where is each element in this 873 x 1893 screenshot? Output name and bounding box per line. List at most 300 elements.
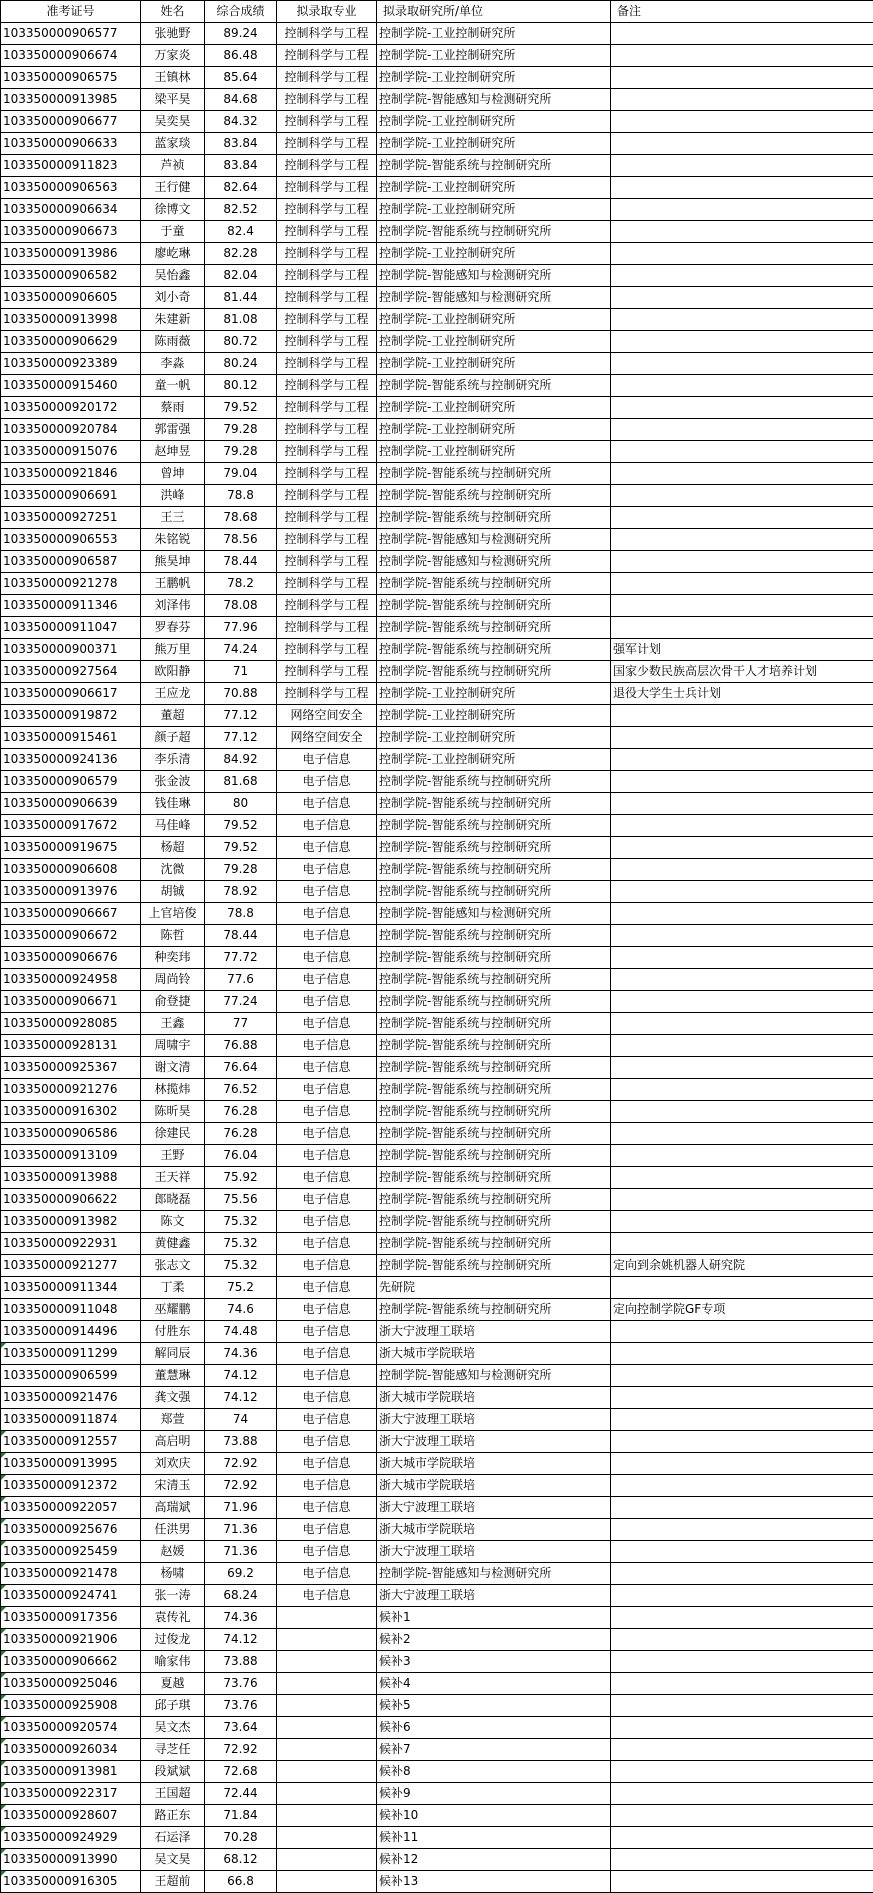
cell-score[interactable]: 78.08	[205, 595, 277, 617]
cell-score[interactable]: 73.76	[205, 1695, 277, 1717]
cell-score[interactable]: 76.04	[205, 1145, 277, 1167]
cell-score[interactable]: 71.36	[205, 1519, 277, 1541]
cell-exam-id[interactable]: 103350000906553	[1, 529, 141, 551]
cell-exam-id[interactable]: 103350000906622	[1, 1189, 141, 1211]
cell-note[interactable]	[611, 1519, 873, 1541]
header-institute[interactable]: 拟录取研究所/单位	[377, 1, 611, 23]
cell-exam-id[interactable]: 103350000923389	[1, 353, 141, 375]
cell-note[interactable]	[611, 243, 873, 265]
cell-major[interactable]: 控制科学与工程	[277, 573, 377, 595]
cell-institute[interactable]: 控制学院-智能感知与检测研究所	[377, 287, 611, 309]
cell-exam-id[interactable]: 103350000906582	[1, 265, 141, 287]
cell-name[interactable]: 种奕玮	[141, 947, 205, 969]
cell-major[interactable]: 电子信息	[277, 1343, 377, 1365]
cell-name[interactable]: 蔡雨	[141, 397, 205, 419]
header-score[interactable]: 综合成绩	[205, 1, 277, 23]
cell-institute[interactable]: 控制学院-智能系统与控制研究所	[377, 1101, 611, 1123]
cell-institute[interactable]: 控制学院-智能感知与检测研究所	[377, 529, 611, 551]
cell-major[interactable]: 控制科学与工程	[277, 67, 377, 89]
cell-institute[interactable]: 控制学院-智能感知与检测研究所	[377, 1563, 611, 1585]
cell-major[interactable]	[277, 1629, 377, 1651]
cell-exam-id[interactable]: 103350000906691	[1, 485, 141, 507]
cell-score[interactable]: 80.72	[205, 331, 277, 353]
cell-exam-id[interactable]: 103350000913985	[1, 89, 141, 111]
cell-name[interactable]: 张一涛	[141, 1585, 205, 1607]
cell-score[interactable]: 89.24	[205, 23, 277, 45]
cell-exam-id[interactable]: 103350000928131	[1, 1035, 141, 1057]
cell-note[interactable]	[611, 1211, 873, 1233]
header-name[interactable]: 姓名	[141, 1, 205, 23]
cell-note[interactable]	[611, 793, 873, 815]
cell-name[interactable]: 万家炎	[141, 45, 205, 67]
cell-score[interactable]: 75.32	[205, 1255, 277, 1277]
cell-score[interactable]: 71	[205, 661, 277, 683]
cell-institute[interactable]: 浙大宁波理工联培	[377, 1585, 611, 1607]
cell-major[interactable]: 控制科学与工程	[277, 243, 377, 265]
cell-note[interactable]	[611, 287, 873, 309]
cell-name[interactable]: 张金波	[141, 771, 205, 793]
cell-exam-id[interactable]: 103350000927564	[1, 661, 141, 683]
cell-institute[interactable]: 候补3	[377, 1651, 611, 1673]
cell-name[interactable]: 颜子超	[141, 727, 205, 749]
cell-name[interactable]: 王国超	[141, 1783, 205, 1805]
cell-institute[interactable]: 控制学院-智能系统与控制研究所	[377, 155, 611, 177]
cell-name[interactable]: 任洪男	[141, 1519, 205, 1541]
cell-major[interactable]: 控制科学与工程	[277, 155, 377, 177]
cell-institute[interactable]: 控制学院-智能系统与控制研究所	[377, 595, 611, 617]
cell-major[interactable]: 控制科学与工程	[277, 133, 377, 155]
cell-exam-id[interactable]: 103350000922317	[1, 1783, 141, 1805]
cell-institute[interactable]: 控制学院-智能系统与控制研究所	[377, 661, 611, 683]
cell-institute[interactable]: 控制学院-智能系统与控制研究所	[377, 485, 611, 507]
cell-institute[interactable]: 候补11	[377, 1827, 611, 1849]
cell-name[interactable]: 郎晓磊	[141, 1189, 205, 1211]
cell-major[interactable]: 电子信息	[277, 1299, 377, 1321]
cell-major[interactable]: 电子信息	[277, 925, 377, 947]
cell-name[interactable]: 袁传礼	[141, 1607, 205, 1629]
cell-note[interactable]	[611, 969, 873, 991]
cell-name[interactable]: 寻芝任	[141, 1739, 205, 1761]
cell-exam-id[interactable]: 103350000911047	[1, 617, 141, 639]
cell-note[interactable]	[611, 133, 873, 155]
cell-major[interactable]	[277, 1739, 377, 1761]
cell-exam-id[interactable]: 103350000914496	[1, 1321, 141, 1343]
cell-name[interactable]: 陈哲	[141, 925, 205, 947]
cell-name[interactable]: 段斌斌	[141, 1761, 205, 1783]
cell-exam-id[interactable]: 103350000906667	[1, 903, 141, 925]
cell-exam-id[interactable]: 103350000906599	[1, 1365, 141, 1387]
cell-institute[interactable]: 控制学院-智能系统与控制研究所	[377, 815, 611, 837]
cell-major[interactable]: 电子信息	[277, 1409, 377, 1431]
cell-score[interactable]: 77.96	[205, 617, 277, 639]
cell-score[interactable]: 66.8	[205, 1871, 277, 1893]
cell-name[interactable]: 路正东	[141, 1805, 205, 1827]
cell-note[interactable]	[611, 1453, 873, 1475]
cell-exam-id[interactable]: 103350000906579	[1, 771, 141, 793]
cell-score[interactable]: 75.32	[205, 1211, 277, 1233]
cell-institute[interactable]: 控制学院-智能系统与控制研究所	[377, 463, 611, 485]
cell-note[interactable]	[611, 1189, 873, 1211]
cell-exam-id[interactable]: 103350000906563	[1, 177, 141, 199]
cell-score[interactable]: 79.28	[205, 441, 277, 463]
cell-score[interactable]: 72.68	[205, 1761, 277, 1783]
cell-score[interactable]: 75.2	[205, 1277, 277, 1299]
cell-exam-id[interactable]: 103350000906575	[1, 67, 141, 89]
cell-institute[interactable]: 控制学院-智能系统与控制研究所	[377, 1189, 611, 1211]
cell-major[interactable]: 控制科学与工程	[277, 89, 377, 111]
cell-name[interactable]: 芦祯	[141, 155, 205, 177]
cell-name[interactable]: 杨啸	[141, 1563, 205, 1585]
cell-score[interactable]: 74.12	[205, 1365, 277, 1387]
cell-score[interactable]: 75.92	[205, 1167, 277, 1189]
cell-note[interactable]: 退役大学生士兵计划	[611, 683, 873, 705]
cell-note[interactable]	[611, 1673, 873, 1695]
cell-note[interactable]	[611, 771, 873, 793]
cell-major[interactable]: 电子信息	[277, 1365, 377, 1387]
cell-exam-id[interactable]: 103350000911299	[1, 1343, 141, 1365]
cell-note[interactable]	[611, 1167, 873, 1189]
cell-name[interactable]: 马佳峰	[141, 815, 205, 837]
cell-major[interactable]: 电子信息	[277, 749, 377, 771]
cell-exam-id[interactable]: 103350000924929	[1, 1827, 141, 1849]
cell-major[interactable]: 电子信息	[277, 837, 377, 859]
cell-exam-id[interactable]: 103350000921276	[1, 1079, 141, 1101]
cell-note[interactable]	[611, 1541, 873, 1563]
cell-score[interactable]: 81.08	[205, 309, 277, 331]
cell-note[interactable]	[611, 727, 873, 749]
cell-note[interactable]	[611, 89, 873, 111]
cell-exam-id[interactable]: 103350000913988	[1, 1167, 141, 1189]
cell-score[interactable]: 71.84	[205, 1805, 277, 1827]
header-note[interactable]: 备注	[611, 1, 873, 23]
cell-institute[interactable]: 控制学院-智能系统与控制研究所	[377, 881, 611, 903]
cell-note[interactable]	[611, 1321, 873, 1343]
cell-exam-id[interactable]: 103350000906674	[1, 45, 141, 67]
cell-score[interactable]: 78.44	[205, 925, 277, 947]
cell-score[interactable]: 76.28	[205, 1101, 277, 1123]
cell-exam-id[interactable]: 103350000924136	[1, 749, 141, 771]
cell-name[interactable]: 罗春芬	[141, 617, 205, 639]
cell-note[interactable]	[611, 1277, 873, 1299]
cell-note[interactable]	[611, 1607, 873, 1629]
cell-note[interactable]	[611, 265, 873, 287]
cell-exam-id[interactable]: 103350000919675	[1, 837, 141, 859]
cell-note[interactable]	[611, 177, 873, 199]
cell-note[interactable]	[611, 617, 873, 639]
cell-score[interactable]: 74.12	[205, 1629, 277, 1651]
cell-name[interactable]: 童一帆	[141, 375, 205, 397]
cell-major[interactable]: 网络空间安全	[277, 727, 377, 749]
cell-major[interactable]: 控制科学与工程	[277, 507, 377, 529]
cell-note[interactable]	[611, 1651, 873, 1673]
cell-exam-id[interactable]: 103350000925046	[1, 1673, 141, 1695]
cell-exam-id[interactable]: 103350000912372	[1, 1475, 141, 1497]
header-major[interactable]: 拟录取专业	[277, 1, 377, 23]
cell-score[interactable]: 78.92	[205, 881, 277, 903]
cell-note[interactable]	[611, 1365, 873, 1387]
cell-name[interactable]: 朱建新	[141, 309, 205, 331]
cell-name[interactable]: 石运泽	[141, 1827, 205, 1849]
cell-exam-id[interactable]: 103350000911823	[1, 155, 141, 177]
cell-major[interactable]: 控制科学与工程	[277, 353, 377, 375]
cell-note[interactable]	[611, 45, 873, 67]
cell-name[interactable]: 徐博文	[141, 199, 205, 221]
cell-exam-id[interactable]: 103350000921478	[1, 1563, 141, 1585]
cell-note[interactable]	[611, 67, 873, 89]
cell-exam-id[interactable]: 103350000906629	[1, 331, 141, 353]
cell-score[interactable]: 75.56	[205, 1189, 277, 1211]
cell-major[interactable]: 电子信息	[277, 903, 377, 925]
cell-major[interactable]: 电子信息	[277, 1035, 377, 1057]
cell-major[interactable]: 电子信息	[277, 1497, 377, 1519]
cell-score[interactable]: 79.28	[205, 859, 277, 881]
cell-institute[interactable]: 控制学院-工业控制研究所	[377, 353, 611, 375]
cell-name[interactable]: 赵坤昱	[141, 441, 205, 463]
cell-name[interactable]: 吴文杰	[141, 1717, 205, 1739]
cell-note[interactable]	[611, 419, 873, 441]
cell-major[interactable]: 控制科学与工程	[277, 639, 377, 661]
cell-note[interactable]	[611, 947, 873, 969]
cell-score[interactable]: 72.92	[205, 1739, 277, 1761]
cell-major[interactable]	[277, 1651, 377, 1673]
cell-major[interactable]: 控制科学与工程	[277, 397, 377, 419]
cell-score[interactable]: 79.28	[205, 419, 277, 441]
cell-name[interactable]: 王野	[141, 1145, 205, 1167]
cell-institute[interactable]: 控制学院-工业控制研究所	[377, 419, 611, 441]
cell-institute[interactable]: 控制学院-智能系统与控制研究所	[377, 859, 611, 881]
cell-score[interactable]: 74.36	[205, 1607, 277, 1629]
cell-institute[interactable]: 控制学院-智能感知与检测研究所	[377, 265, 611, 287]
cell-note[interactable]	[611, 705, 873, 727]
cell-major[interactable]: 电子信息	[277, 815, 377, 837]
cell-major[interactable]: 电子信息	[277, 881, 377, 903]
cell-institute[interactable]: 控制学院-智能系统与控制研究所	[377, 1299, 611, 1321]
cell-institute[interactable]: 控制学院-工业控制研究所	[377, 45, 611, 67]
cell-note[interactable]	[611, 1695, 873, 1717]
cell-major[interactable]: 电子信息	[277, 1079, 377, 1101]
cell-major[interactable]: 电子信息	[277, 771, 377, 793]
cell-note[interactable]: 国家少数民族高层次骨干人才培养计划	[611, 661, 873, 683]
cell-major[interactable]: 电子信息	[277, 1563, 377, 1585]
cell-major[interactable]: 控制科学与工程	[277, 177, 377, 199]
cell-name[interactable]: 刘小奇	[141, 287, 205, 309]
cell-score[interactable]: 79.52	[205, 397, 277, 419]
cell-name[interactable]: 夏越	[141, 1673, 205, 1695]
cell-exam-id[interactable]: 103350000906633	[1, 133, 141, 155]
cell-score[interactable]: 80.24	[205, 353, 277, 375]
cell-institute[interactable]: 控制学院-智能感知与检测研究所	[377, 903, 611, 925]
cell-institute[interactable]: 控制学院-智能感知与检测研究所	[377, 89, 611, 111]
cell-name[interactable]: 王行健	[141, 177, 205, 199]
cell-institute[interactable]: 控制学院-智能系统与控制研究所	[377, 507, 611, 529]
cell-score[interactable]: 78.2	[205, 573, 277, 595]
cell-institute[interactable]: 候补8	[377, 1761, 611, 1783]
cell-institute[interactable]: 控制学院-工业控制研究所	[377, 441, 611, 463]
cell-name[interactable]: 王超前	[141, 1871, 205, 1893]
cell-name[interactable]: 王应龙	[141, 683, 205, 705]
cell-institute[interactable]: 控制学院-工业控制研究所	[377, 705, 611, 727]
cell-exam-id[interactable]: 103350000911346	[1, 595, 141, 617]
cell-name[interactable]: 胡铖	[141, 881, 205, 903]
cell-exam-id[interactable]: 103350000924958	[1, 969, 141, 991]
cell-note[interactable]	[611, 1629, 873, 1651]
cell-major[interactable]: 电子信息	[277, 1277, 377, 1299]
cell-note[interactable]	[611, 1145, 873, 1167]
cell-major[interactable]: 电子信息	[277, 1211, 377, 1233]
cell-score[interactable]: 76.52	[205, 1079, 277, 1101]
cell-institute[interactable]: 候补5	[377, 1695, 611, 1717]
cell-major[interactable]: 控制科学与工程	[277, 485, 377, 507]
cell-institute[interactable]: 控制学院-智能系统与控制研究所	[377, 375, 611, 397]
cell-score[interactable]: 79.04	[205, 463, 277, 485]
cell-major[interactable]: 电子信息	[277, 1255, 377, 1277]
cell-exam-id[interactable]: 103350000911344	[1, 1277, 141, 1299]
cell-institute[interactable]: 控制学院-智能系统与控制研究所	[377, 1167, 611, 1189]
cell-major[interactable]: 控制科学与工程	[277, 265, 377, 287]
cell-note[interactable]	[611, 485, 873, 507]
cell-note[interactable]	[611, 1871, 873, 1893]
cell-name[interactable]: 杨超	[141, 837, 205, 859]
cell-score[interactable]: 79.52	[205, 837, 277, 859]
cell-exam-id[interactable]: 103350000913109	[1, 1145, 141, 1167]
cell-score[interactable]: 77.6	[205, 969, 277, 991]
cell-institute[interactable]: 控制学院-智能系统与控制研究所	[377, 639, 611, 661]
cell-exam-id[interactable]: 103350000915076	[1, 441, 141, 463]
cell-name[interactable]: 黄健鑫	[141, 1233, 205, 1255]
cell-score[interactable]: 77	[205, 1013, 277, 1035]
cell-exam-id[interactable]: 103350000906617	[1, 683, 141, 705]
cell-name[interactable]: 周尚铃	[141, 969, 205, 991]
cell-exam-id[interactable]: 103350000921278	[1, 573, 141, 595]
cell-major[interactable]	[277, 1673, 377, 1695]
cell-score[interactable]: 82.04	[205, 265, 277, 287]
cell-exam-id[interactable]: 103350000912557	[1, 1431, 141, 1453]
cell-name[interactable]: 巫耀鹏	[141, 1299, 205, 1321]
cell-major[interactable]: 控制科学与工程	[277, 661, 377, 683]
cell-major[interactable]: 电子信息	[277, 1431, 377, 1453]
cell-institute[interactable]: 浙大城市学院联培	[377, 1519, 611, 1541]
cell-institute[interactable]: 控制学院-工业控制研究所	[377, 67, 611, 89]
cell-major[interactable]: 电子信息	[277, 1519, 377, 1541]
cell-institute[interactable]: 控制学院-智能系统与控制研究所	[377, 771, 611, 793]
cell-name[interactable]: 梁平昊	[141, 89, 205, 111]
cell-name[interactable]: 董超	[141, 705, 205, 727]
cell-name[interactable]: 曾坤	[141, 463, 205, 485]
cell-name[interactable]: 钱佳琳	[141, 793, 205, 815]
cell-score[interactable]: 74	[205, 1409, 277, 1431]
cell-major[interactable]: 电子信息	[277, 1167, 377, 1189]
cell-major[interactable]: 控制科学与工程	[277, 221, 377, 243]
cell-name[interactable]: 陈雨薇	[141, 331, 205, 353]
cell-score[interactable]: 80.12	[205, 375, 277, 397]
cell-score[interactable]: 78.56	[205, 529, 277, 551]
cell-name[interactable]: 欧阳静	[141, 661, 205, 683]
cell-note[interactable]	[611, 1343, 873, 1365]
cell-exam-id[interactable]: 103350000906662	[1, 1651, 141, 1673]
cell-institute[interactable]: 控制学院-工业控制研究所	[377, 331, 611, 353]
cell-major[interactable]	[277, 1805, 377, 1827]
cell-exam-id[interactable]: 103350000928085	[1, 1013, 141, 1035]
cell-institute[interactable]: 浙大城市学院联培	[377, 1453, 611, 1475]
cell-note[interactable]	[611, 1431, 873, 1453]
cell-major[interactable]: 控制科学与工程	[277, 551, 377, 573]
cell-institute[interactable]: 控制学院-智能系统与控制研究所	[377, 1057, 611, 1079]
cell-name[interactable]: 李乐清	[141, 749, 205, 771]
cell-major[interactable]: 电子信息	[277, 793, 377, 815]
cell-major[interactable]: 电子信息	[277, 1123, 377, 1145]
cell-name[interactable]: 郭雷强	[141, 419, 205, 441]
cell-institute[interactable]: 先研院	[377, 1277, 611, 1299]
cell-name[interactable]: 谢文清	[141, 1057, 205, 1079]
cell-exam-id[interactable]: 103350000915460	[1, 375, 141, 397]
cell-name[interactable]: 林揽炜	[141, 1079, 205, 1101]
cell-exam-id[interactable]: 103350000925908	[1, 1695, 141, 1717]
cell-note[interactable]	[611, 1739, 873, 1761]
cell-exam-id[interactable]: 103350000922931	[1, 1233, 141, 1255]
cell-note[interactable]: 定向控制学院GF专项	[611, 1299, 873, 1321]
cell-institute[interactable]: 候补4	[377, 1673, 611, 1695]
cell-major[interactable]: 电子信息	[277, 1189, 377, 1211]
cell-exam-id[interactable]: 103350000906608	[1, 859, 141, 881]
cell-score[interactable]: 81.44	[205, 287, 277, 309]
cell-score[interactable]: 69.2	[205, 1563, 277, 1585]
cell-institute[interactable]: 浙大城市学院联培	[377, 1343, 611, 1365]
cell-score[interactable]: 73.64	[205, 1717, 277, 1739]
cell-score[interactable]: 71.96	[205, 1497, 277, 1519]
cell-institute[interactable]: 控制学院-智能感知与检测研究所	[377, 551, 611, 573]
cell-note[interactable]	[611, 1827, 873, 1849]
cell-name[interactable]: 刘泽伟	[141, 595, 205, 617]
cell-institute[interactable]: 候补10	[377, 1805, 611, 1827]
cell-score[interactable]: 76.64	[205, 1057, 277, 1079]
cell-note[interactable]	[611, 221, 873, 243]
cell-note[interactable]	[611, 859, 873, 881]
cell-score[interactable]: 79.52	[205, 815, 277, 837]
cell-score[interactable]: 77.72	[205, 947, 277, 969]
cell-score[interactable]: 71.36	[205, 1541, 277, 1563]
cell-exam-id[interactable]: 103350000913982	[1, 1211, 141, 1233]
cell-name[interactable]: 王镇林	[141, 67, 205, 89]
cell-institute[interactable]: 控制学院-智能系统与控制研究所	[377, 1145, 611, 1167]
cell-score[interactable]: 78.44	[205, 551, 277, 573]
cell-exam-id[interactable]: 103350000913981	[1, 1761, 141, 1783]
cell-name[interactable]: 邱子琪	[141, 1695, 205, 1717]
cell-score[interactable]: 76.28	[205, 1123, 277, 1145]
cell-major[interactable]: 电子信息	[277, 1387, 377, 1409]
cell-exam-id[interactable]: 103350000921846	[1, 463, 141, 485]
cell-note[interactable]	[611, 529, 873, 551]
cell-name[interactable]: 周啸宇	[141, 1035, 205, 1057]
cell-institute[interactable]: 控制学院-智能系统与控制研究所	[377, 969, 611, 991]
cell-name[interactable]: 朱铭锐	[141, 529, 205, 551]
cell-institute[interactable]: 浙大宁波理工联培	[377, 1541, 611, 1563]
cell-major[interactable]: 控制科学与工程	[277, 309, 377, 331]
cell-name[interactable]: 高瑞斌	[141, 1497, 205, 1519]
cell-major[interactable]: 控制科学与工程	[277, 419, 377, 441]
cell-institute[interactable]: 控制学院-智能系统与控制研究所	[377, 1211, 611, 1233]
cell-name[interactable]: 吴怡鑫	[141, 265, 205, 287]
cell-score[interactable]: 82.64	[205, 177, 277, 199]
cell-name[interactable]: 付胜东	[141, 1321, 205, 1343]
cell-score[interactable]: 83.84	[205, 133, 277, 155]
cell-institute[interactable]: 候补9	[377, 1783, 611, 1805]
cell-name[interactable]: 廖屹琳	[141, 243, 205, 265]
cell-score[interactable]: 84.92	[205, 749, 277, 771]
cell-name[interactable]: 王三	[141, 507, 205, 529]
cell-major[interactable]: 电子信息	[277, 1475, 377, 1497]
cell-exam-id[interactable]: 103350000911048	[1, 1299, 141, 1321]
cell-major[interactable]: 电子信息	[277, 1541, 377, 1563]
